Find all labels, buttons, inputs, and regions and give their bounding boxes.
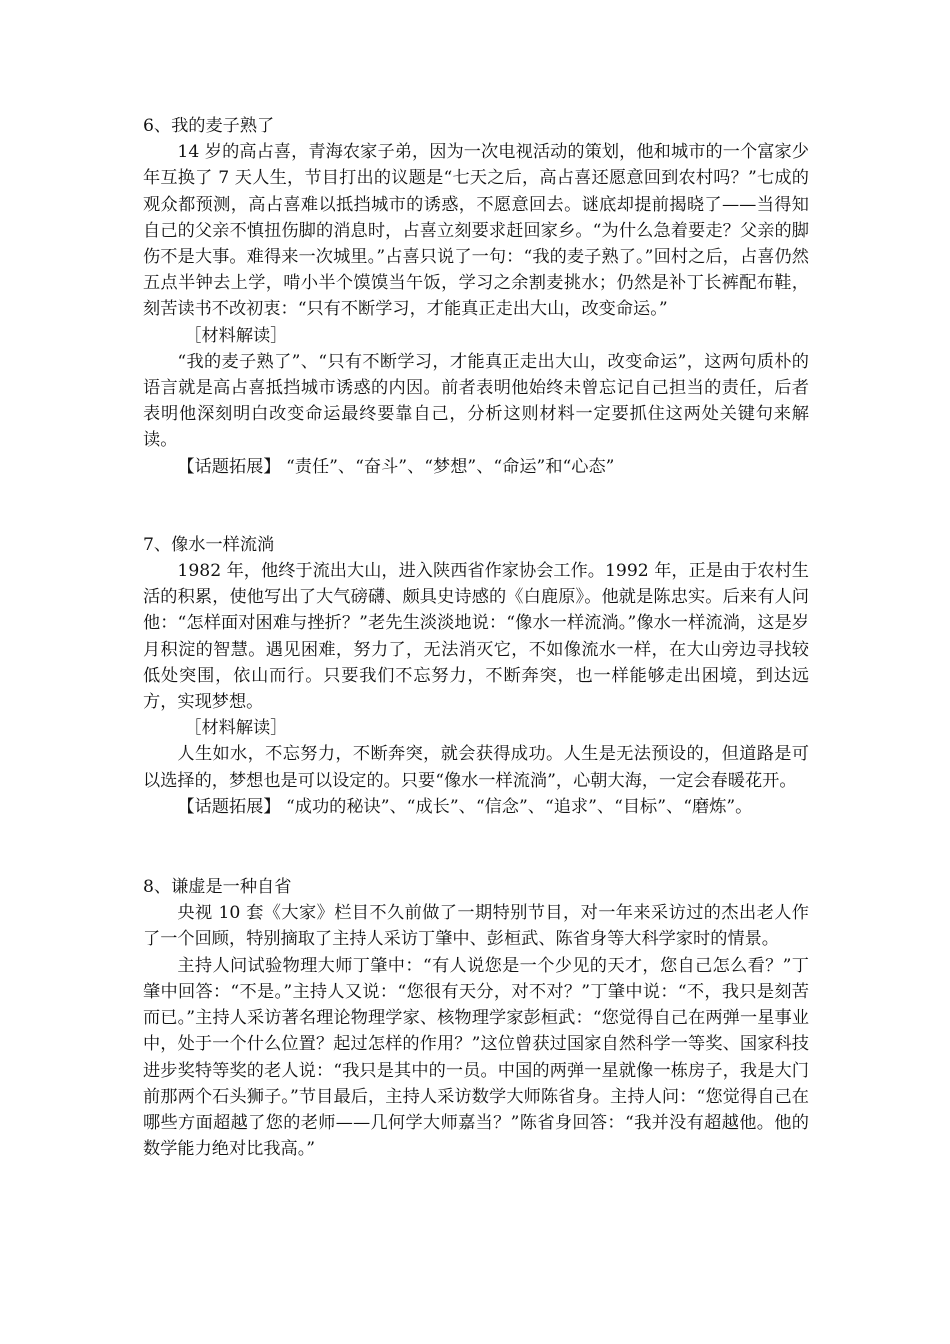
topic-extension: 【话题拓展】 “责任”、“奋斗”、“梦想”、“命运”和“心态” bbox=[177, 456, 615, 477]
section-7 bbox=[143, 532, 809, 820]
section-body: 14 岁的高占喜，青海农家子弟，因为一次电视活动的策划，他和城市的一个富家少年互换了 7 天人生，节目打出的议题是“七天之后，高占喜还愿意回到农村吗？”七成的观众都预测，高占喜难以抵挡城市的诱惑，不愿意回去。谜底却提前揭晓了——当得知自己的父亲不慎扭伤脚的消息时，占喜立刻要求赶回家乡。“为什么急着要走？父亲的脚伤不是大事。难得来一次城里。”占喜只说了一句：“我的麦子熟了。”回村之后，占喜仍然五点半钟去上学，啃小半个馍馍当午饭，学习之余割麦挑水；仍然是补丁长裤配布鞋，刻苦读书不改初衷：“只有不断学习，才能真正走出大山，改变命运。” bbox=[143, 142, 809, 320]
reading-text: “我的麦子熟了”、“只有不断学习，才能真正走出大山，改变命运”，这两句质朴的语言就是高占喜抵挡城市诱惑的内因。前者表明他始终未曾忘记自己担当的责任，后者表明他深刻明白改变命运最终要靠自己，分析这则材料一定要抓住这两处关键句来解读。 bbox=[143, 351, 809, 451]
section-body-2: 主持人问试验物理大师丁肇中：“有人说您是一个少见的天才，您自己怎么看？”丁肇中回答：“不是。”主持人又说：“您很有天分，对不对？”丁肇中说：“不，我只是刻苦而已。”主持人采访著名理论物理学家、核物理学家彭桓武：“您觉得自己在两弹一星事业中，处于一个什么位置？起过怎样的作用？”这位曾获过国家自然科学一等奖、国家科技进步奖特等奖的老人说：“我只是其中的一员。中国的两弹一星就像一栋房子，我是大门前那两个石头狮子。”节目最后，主持人采访数学大师陈省身。主持人问：“您觉得自己在哪些方面超越了您的老师——几何学大师嘉当？”陈省身回答：“我并没有超越他。他的数学能力绝对比我高。” bbox=[143, 955, 809, 1160]
section-body: 1982 年，他终于流出大山，进入陕西省作家协会工作。1992 年，正是由于农村生活的积累，使他写出了大气磅礴、颇具史诗感的《白鹿原》。他就是陈忠实。后来有人问他：“怎样面对困难与挫折？”老先生淡淡地说：“像水一样流淌。”像水一样流淌，这是岁月积淀的智慧。遇见困难，努力了，无法消灭它，不如像流水一样，在大山旁边寻找较低处突围，依山而行。只要我们不忘努力，不断奔突，也一样能够走出困境，到达远方，实现梦想。 bbox=[143, 561, 809, 713]
reading-label: ［材料解读］ bbox=[184, 325, 288, 346]
reading-text: 人生如水，不忘努力，不断奔突，就会获得成功。人生是无法预设的，但道路是可以选择的，梦想也是可以设定的。只要“像水一样流淌”，心朝大海，一定会春暖花开。 bbox=[143, 744, 809, 791]
section-6 bbox=[143, 113, 809, 480]
document-content bbox=[143, 113, 809, 1162]
section-8 bbox=[143, 874, 809, 1162]
reading-label: ［材料解读］ bbox=[184, 718, 288, 739]
section-body: 央视 10 套《大家》栏目不久前做了一期特别节目，对一年来采访过的杰出老人作了一个回顾，特别摘取了主持人采访丁肇中、彭桓武、陈省身等大科学家时的情景。 bbox=[143, 903, 809, 950]
section-heading: 6、我的麦子熟了 bbox=[143, 116, 275, 136]
section-heading: 8、谦虚是一种自省 bbox=[143, 877, 292, 898]
topic-extension: 【话题拓展】 “成功的秘诀”、“成长”、“信念”、“追求”、“目标”、“磨炼”。 bbox=[177, 796, 753, 817]
section-heading: 7、像水一样流淌 bbox=[143, 534, 275, 555]
